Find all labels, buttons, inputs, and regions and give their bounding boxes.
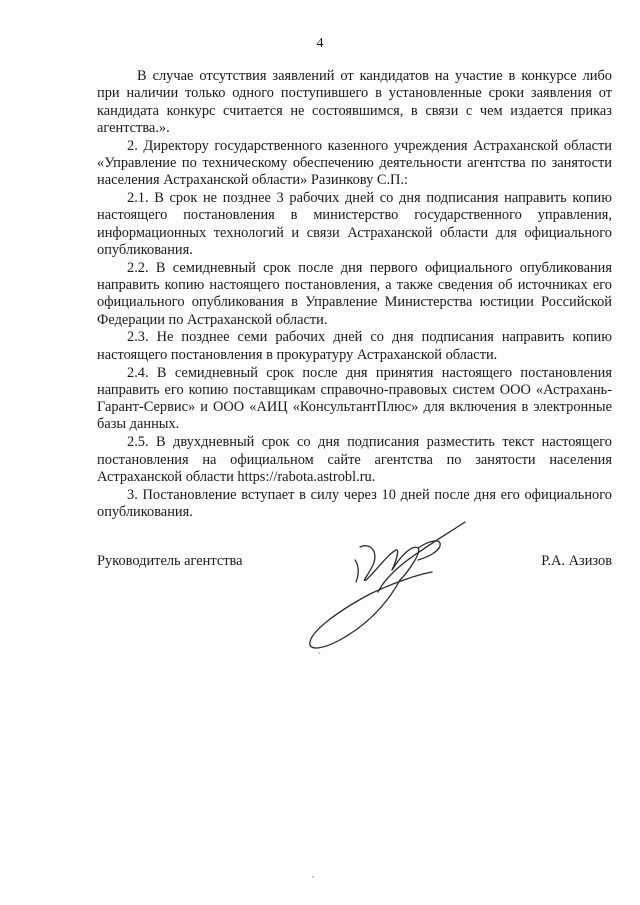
paragraph-2-4: 2.4. В семидневный срок после дня принятия настоящего постановления направить его копию поставщикам справочно-правовых систем ООО «Астрахань-Гарант-Сервис» и ООО «АИЦ «КонсультантПлюс» для включения в электронные базы данных.	[97, 364, 612, 433]
paragraph-2-3: 2.3. Не позднее семи рабочих дней со дня подписания направить копию настоящего постановления в прокуратуру Астраханской области.	[97, 329, 612, 363]
paragraph-3: 3. Постановление вступает в силу через 10 дней после дня его официального опубликования.	[97, 486, 612, 520]
document-body	[97, 68, 612, 522]
signatory-name: Р.А. Азизов	[541, 553, 612, 569]
paragraph-2-5: 2.5. В двухдневный срок со дня подписания разместить текст настоящего постановления на официальном сайте агентства по занятости населения Астраханской области https://rabota.astrobl.ru.	[97, 434, 612, 485]
paragraph-2-2: 2.2. В семидневный срок после дня первого официального опубликования направить копию настоящего постановления, а также сведения об источниках его официального опубликования в Управление Министерства юстиции Российской Федерации по Астраханской области.	[97, 259, 612, 328]
handwritten-signature	[300, 512, 480, 662]
paragraph-2: 2. Директору государственного казенного учреждения Астраханской области «Управление по техническому обеспечению деятельности агентства по занятости населения Астраханской области» Разинкову С.П.:	[97, 137, 612, 189]
paragraph-2-1: 2.1. В срок не позднее 3 рабочих дней со дня подписания направить копию настоящего постановления в министерство государственного управления, информационных технологий и связи Астраханской области для официального опубликования.	[97, 190, 612, 258]
signatory-position: Руководитель агентства	[97, 553, 243, 569]
paragraph-closing-clause: В случае отсутствия заявлений от кандидатов на участие в конкурсе либо при наличии только одного поступившего в установленные сроки заявления от кандидата конкурс считается не состоявшимся, в связи с чем издается приказ агентства.».	[97, 68, 612, 136]
page-number: 4	[316, 36, 324, 51]
scan-speck	[312, 876, 314, 878]
scan-speck	[318, 652, 320, 654]
